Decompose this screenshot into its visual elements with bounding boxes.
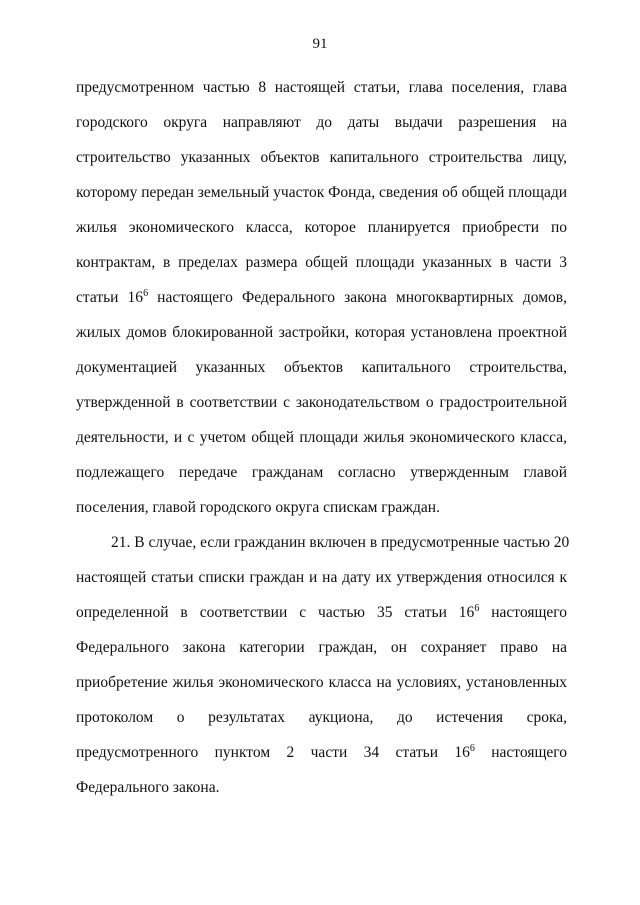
paragraph-1-line-12: подлежащего передаче гражданам согласно утвержденным главой xyxy=(76,464,567,481)
paragraph-2-line-6: протоколом о результатах аукциона, до истечения срока, xyxy=(76,709,567,726)
line-text-before: определенной в соответствии с частью 35 статьи 16 xyxy=(76,604,475,621)
paragraph-1-line-2: городского округа направляют до даты выдачи разрешения на xyxy=(76,114,567,131)
paragraph-1-line-5: жилья экономического класса, которое планируется приобрести по xyxy=(76,219,567,236)
paragraph-2-line-2: настоящей статьи списки граждан и на дату их утверждения относился к xyxy=(76,569,567,586)
paragraph-2-line-5: приобретение жилья экономического класса на условиях, установленных xyxy=(76,674,567,691)
paragraph-2-line-4: Федерального закона категории граждан, он сохраняет право на xyxy=(76,639,567,656)
superscript: 6 xyxy=(474,603,480,614)
line-text-after: настоящего xyxy=(479,604,567,621)
line-text-before: предусмотренного пунктом 2 части 34 статьи 16 xyxy=(76,744,470,761)
paragraph-1-line-11: деятельности, и с учетом общей площади жилья экономического класса, xyxy=(76,429,567,446)
paragraph-1-line-1: предусмотренном частью 8 настоящей статьи, глава поселения, глава xyxy=(76,79,567,96)
paragraph-1-line-6: контрактам, в пределах размера общей площади указанных в части 3 xyxy=(76,254,567,271)
superscript: 6 xyxy=(469,743,475,754)
paragraph-2-line-1: 21. В случае, если гражданин включен в предусмотренные частью 20 xyxy=(111,534,570,551)
paragraph-1-line-7 xyxy=(76,288,567,308)
paragraph-1-line-4: которому передан земельный участок Фонда, сведения об общей площади xyxy=(76,184,568,201)
paragraph-1-line-13: поселения, главой городского округа спискам граждан. xyxy=(76,499,440,516)
page-number: 91 xyxy=(312,36,328,52)
paragraph-2-line-3 xyxy=(76,603,567,623)
paragraph-2-line-8: Федерального закона. xyxy=(76,779,220,796)
paragraph-1-line-3: строительство указанных объектов капитального строительства лицу, xyxy=(76,149,567,166)
line-text-after: настоящего Федерального закона многоквартирных домов, xyxy=(148,289,567,306)
line-text-after: настоящего xyxy=(474,744,568,761)
paragraph-1-line-8: жилых домов блокированной застройки, которая установлена проектной xyxy=(76,324,567,341)
superscript: 6 xyxy=(143,288,149,299)
paragraph-1-line-10: утвержденной в соответствии с законодательством о градостроительной xyxy=(76,394,567,411)
line-text-before: статьи 16 xyxy=(76,289,144,306)
paragraph-1-line-9: документацией указанных объектов капитального строительства, xyxy=(76,359,567,376)
paragraph-2-line-7 xyxy=(76,743,567,763)
